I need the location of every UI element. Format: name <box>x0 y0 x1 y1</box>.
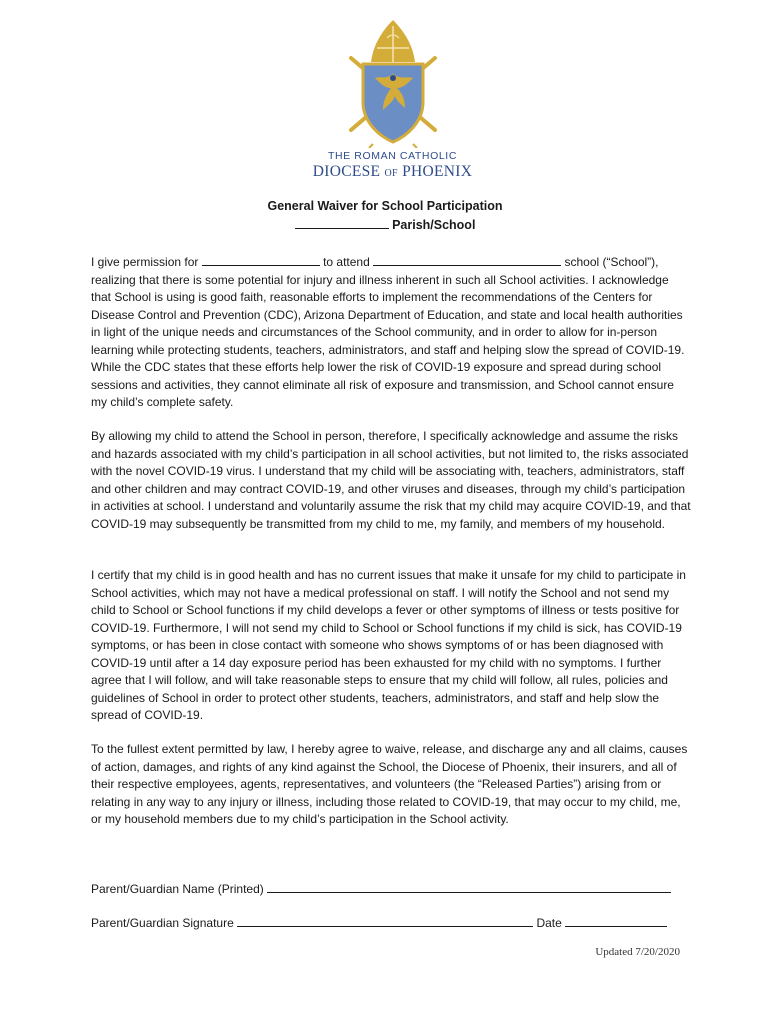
paragraph-assumption-of-risk: By allowing my child to attend the School in person, therefore, I specifically acknowledge and assume the risks and hazards associated with my child’s participation in all school activities, but not limited to, the risks associated with the novel COVID-19 virus. I understand that my child will be associating with, teachers, administrators, staff and other children and may contract COVID-19, and other viruses and diseases, through my child’s participation in activities at school. I understand and voluntarily assume the risk that my child may acquire COVID-19, and that COVID-19 may subsequently be transmitted from my child to me, my family, and members of my household. <box>91 429 691 531</box>
logo-name-phoenix: PHOENIX <box>402 163 473 180</box>
printed-name-row <box>91 880 691 896</box>
parish-name-blank[interactable] <box>295 217 389 229</box>
date-field[interactable] <box>565 914 667 927</box>
printed-name-field[interactable] <box>267 880 671 893</box>
permission-text-c: school (“School”), realizing that there is some potential for injury and illness inherent in such all School activities. I acknowledge that School is using is good faith, reasonable efforts to implement the recommendations of the Centers for Disease Control and Prevention (CDC), Arizona Department of Education, and state and local health authorities in light of the unique needs and circumstances of the School community, and in order to allow for in-person learning while protecting students, teachers, administrators, and staff and helping slow the spread of COVID-19. While the CDC states that these efforts help lower the risk of COVID-19 exposure and spread during school sessions and activities, they cannot eliminate all risk of exposure and transmission, and School cannot ensure my child’s complete safety. <box>91 255 685 409</box>
signature-field[interactable] <box>237 914 533 927</box>
logo-name <box>305 163 480 181</box>
permission-text-a: I give permission for <box>91 255 199 269</box>
logo-tagline: THE ROMAN CATHOLIC <box>327 150 458 162</box>
date-label: Date <box>536 916 562 930</box>
paragraph-health-certification: I certify that my child is in good health and has no current issues that make it unsafe for my child to participate in School activities, which may not have a medical professional on staff. I will notify the School and not send my child to School or School functions if my child develops a fever or other symptoms of illness or tests positive for COVID-19. Furthermore, I will not send my child to School or School functions if my child is sick, has COVID-19 symptoms, or has been in close contact with someone who shows symptoms of or has been diagnosed with COVID-19 until after a 14 day exposure period has been exhausted for my child with no symptoms. I further agree that I will follow, and will take reasonable steps to ensure that my child will follow, all rules, policies and guidelines of School in order to protect other students, teachers, administrators, and staff and help slow the spread of COVID-19. <box>91 568 686 722</box>
school-name-blank[interactable] <box>373 254 561 266</box>
parish-school-label: Parish/School <box>392 218 476 232</box>
signature-row <box>91 914 691 930</box>
document-title: General Waiver for School Participation <box>267 199 503 213</box>
logo-name-diocese: DIOCESE <box>312 163 381 180</box>
child-name-blank[interactable] <box>202 254 320 266</box>
parish-school-heading <box>0 217 770 232</box>
paragraph-permission <box>91 254 691 412</box>
paragraph-release: To the fullest extent permitted by law, I hereby agree to waive, release, and discharge any and all claims, causes of action, damages, and rights of any kind against the School, the Diocese of Phoenix, their insurers, and all of their respective employees, agents, representatives, and volunteers (the “Released Parties”) arising from or relating in any way to any injury or illness, including those related to COVID-19, that may occur to my child, me, or my household members due to my child’s participation in the School activity. <box>91 742 688 826</box>
diocese-logo <box>305 18 480 183</box>
logo-name-of: OF <box>384 168 398 179</box>
permission-text-b: to attend <box>323 255 370 269</box>
diocese-crest-icon <box>333 18 453 148</box>
printed-name-label: Parent/Guardian Name (Printed) <box>91 882 264 896</box>
updated-date: Updated 7/20/2020 <box>595 946 680 958</box>
signature-label: Parent/Guardian Signature <box>91 916 234 930</box>
